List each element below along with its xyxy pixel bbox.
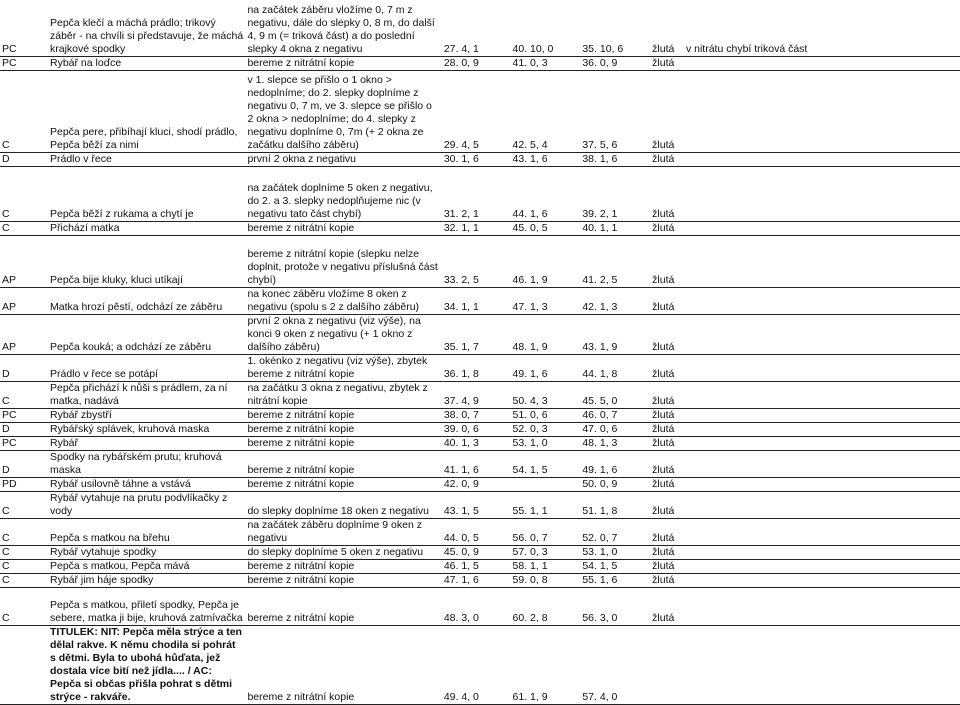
table-row bbox=[0, 287, 960, 314]
nitrate-value-cell: 37. 4, 9 bbox=[442, 381, 511, 408]
shot-description-cell: Pepča s matkou, přiletí spodky, Pepča je sebere, matka ji bije, kruhová zatmívačka bbox=[48, 587, 245, 625]
shot-description-cell: Rybář bbox=[48, 436, 245, 450]
nitrate-value-cell: 29. 4, 5 bbox=[442, 70, 511, 152]
shot-description-cell: Pepča kouká; a odchází ze záběru bbox=[48, 314, 245, 354]
table-row bbox=[0, 422, 960, 436]
restoration-note-cell: na začátek doplníme 5 oken z negativu, do 2. a 3. slepky nedoplňujeme nic (v negativu tato část chybí) bbox=[245, 166, 441, 221]
restoration-note-cell: bereme z nitrátní kopie (slepku nelze doplnit, protože v negativu příslušná část chybí) bbox=[245, 235, 441, 287]
shot-type-cell: D bbox=[0, 354, 48, 381]
nitrate-value-cell: 38. 0, 7 bbox=[442, 408, 511, 422]
shot-type-cell: C bbox=[0, 70, 48, 152]
copy-value-cell: 42. 1, 3 bbox=[580, 287, 650, 314]
shot-description-cell: Rybář usilovně táhne a vstává bbox=[48, 477, 245, 491]
nitrate-value-cell: 35. 1, 7 bbox=[442, 314, 511, 354]
table-row bbox=[0, 381, 960, 408]
shot-description-cell: TITULEK: NIT: Pepča měla strýce a ten dělal rakve. K němu chodila si pohrát s dětmi. Byla to ubohá hůďata, jež dostala více bití než jídla.... / AC: Pepča si občas přišla pohrat s dětmi strýce - rakváře. bbox=[48, 625, 245, 704]
table-row bbox=[0, 70, 960, 152]
tint-color-cell: žlutá bbox=[650, 70, 684, 152]
tint-color-cell: žlutá bbox=[650, 314, 684, 354]
restoration-note-cell: do slepky doplníme 5 oken z negativu bbox=[245, 545, 441, 559]
remark-cell bbox=[684, 559, 960, 573]
negative-value-cell: 53. 1, 0 bbox=[511, 436, 581, 450]
restoration-note-cell: bereme z nitrátní kopie bbox=[245, 408, 441, 422]
restoration-note-cell: v 1. slepce se přišlo o 1 okno > nedoplníme; do 2. slepky doplníme z negativu 0, 7 m, ve 3. slepce se přišlo o 2 okna > nedoplníme; do 4. slepky z negativu doplníme 0, 7m (+ 2 okna ze začátku dalšího záběru) bbox=[245, 70, 441, 152]
nitrate-value-cell: 33. 2, 5 bbox=[442, 235, 511, 287]
table-row bbox=[0, 221, 960, 235]
nitrate-value-cell: 48. 3, 0 bbox=[442, 587, 511, 625]
tint-color-cell: žlutá bbox=[650, 587, 684, 625]
remark-cell bbox=[684, 491, 960, 518]
negative-value-cell: 56. 0, 7 bbox=[511, 518, 581, 545]
copy-value-cell: 53. 1, 0 bbox=[580, 545, 650, 559]
negative-value-cell: 52. 0, 3 bbox=[511, 422, 581, 436]
tint-color-cell: žlutá bbox=[650, 559, 684, 573]
shot-type-cell: AP bbox=[0, 314, 48, 354]
shot-type-cell: C bbox=[0, 166, 48, 221]
tint-color-cell: žlutá bbox=[650, 477, 684, 491]
remark-cell bbox=[684, 422, 960, 436]
copy-value-cell: 49. 1, 6 bbox=[580, 450, 650, 477]
remark-cell bbox=[684, 166, 960, 221]
tint-color-cell: žlutá bbox=[650, 491, 684, 518]
remark-cell bbox=[684, 436, 960, 450]
tint-color-cell: žlutá bbox=[650, 0, 684, 56]
nitrate-value-cell: 39. 0, 6 bbox=[442, 422, 511, 436]
restoration-note-cell: první 2 okna z negativu (viz výše), na konci 9 oken z negativu (+ 1 okno z dalšího záběru) bbox=[245, 314, 441, 354]
restoration-note-cell: na konec záběru vložíme 8 oken z negativu (spolu s 2 z dalšího záběru) bbox=[245, 287, 441, 314]
shot-description-cell: Pepča klečí a máchá prádlo; trikový záběr - na chvíli si představuje, že máchá krajkové spodky bbox=[48, 0, 245, 56]
copy-value-cell: 45. 5, 0 bbox=[580, 381, 650, 408]
restoration-note-cell: na začátek záběru doplníme 9 oken z negativu bbox=[245, 518, 441, 545]
restoration-note-cell: bereme z nitrátní kopie bbox=[245, 221, 441, 235]
nitrate-value-cell: 30. 1, 6 bbox=[442, 152, 511, 166]
shot-description-cell: Matka hrozí pěstí, odchází ze záběru bbox=[48, 287, 245, 314]
tint-color-cell: žlutá bbox=[650, 221, 684, 235]
copy-value-cell: 50. 0, 9 bbox=[580, 477, 650, 491]
shot-type-cell bbox=[0, 625, 48, 704]
nitrate-value-cell: 27. 4, 1 bbox=[442, 0, 511, 56]
negative-value-cell: 44. 1, 6 bbox=[511, 166, 581, 221]
copy-value-cell: 55. 1, 6 bbox=[580, 573, 650, 587]
restoration-note-cell: bereme z nitrátní kopie bbox=[245, 422, 441, 436]
remark-cell bbox=[684, 287, 960, 314]
shot-description-cell: Rybář zbystří bbox=[48, 408, 245, 422]
table-row bbox=[0, 56, 960, 70]
negative-value-cell: 61. 1, 9 bbox=[511, 625, 581, 704]
remark-cell bbox=[684, 477, 960, 491]
remark-cell bbox=[684, 625, 960, 704]
nitrate-value-cell: 45. 0, 9 bbox=[442, 545, 511, 559]
nitrate-value-cell: 31. 2, 1 bbox=[442, 166, 511, 221]
negative-value-cell: 48. 1, 9 bbox=[511, 314, 581, 354]
copy-value-cell: 35. 10, 6 bbox=[580, 0, 650, 56]
shot-description-cell: Spodky na rybářském prutu; kruhová maska bbox=[48, 450, 245, 477]
shot-type-cell: C bbox=[0, 587, 48, 625]
remark-cell bbox=[684, 314, 960, 354]
negative-value-cell: 58. 1, 1 bbox=[511, 559, 581, 573]
remark-cell bbox=[684, 518, 960, 545]
restoration-note-cell: první 2 okna z negativu bbox=[245, 152, 441, 166]
tint-color-cell: žlutá bbox=[650, 166, 684, 221]
shot-description-cell: Přichází matka bbox=[48, 221, 245, 235]
copy-value-cell: 39. 2, 1 bbox=[580, 166, 650, 221]
shot-description-cell: Pepča s matkou, Pepča mává bbox=[48, 559, 245, 573]
tint-color-cell: žlutá bbox=[650, 287, 684, 314]
table-row bbox=[0, 477, 960, 491]
copy-value-cell: 38. 1, 6 bbox=[580, 152, 650, 166]
tint-color-cell: žlutá bbox=[650, 152, 684, 166]
tint-color-cell: žlutá bbox=[650, 518, 684, 545]
table-row bbox=[0, 354, 960, 381]
copy-value-cell: 56. 3, 0 bbox=[580, 587, 650, 625]
shot-description-cell: Rybář jim háje spodky bbox=[48, 573, 245, 587]
remark-cell bbox=[684, 545, 960, 559]
table-row bbox=[0, 436, 960, 450]
negative-value-cell: 51. 0, 6 bbox=[511, 408, 581, 422]
negative-value-cell: 45. 0, 5 bbox=[511, 221, 581, 235]
tint-color-cell: žlutá bbox=[650, 354, 684, 381]
negative-value-cell: 59. 0, 8 bbox=[511, 573, 581, 587]
copy-value-cell: 52. 0, 7 bbox=[580, 518, 650, 545]
shot-type-cell: PC bbox=[0, 436, 48, 450]
negative-value-cell: 60. 2, 8 bbox=[511, 587, 581, 625]
tint-color-cell: žlutá bbox=[650, 235, 684, 287]
remark-cell bbox=[684, 235, 960, 287]
table-row bbox=[0, 408, 960, 422]
remark-cell bbox=[684, 70, 960, 152]
copy-value-cell: 44. 1, 8 bbox=[580, 354, 650, 381]
remark-cell bbox=[684, 381, 960, 408]
restoration-note-cell: do slepky doplníme 18 oken z negativu bbox=[245, 491, 441, 518]
copy-value-cell: 47. 0, 6 bbox=[580, 422, 650, 436]
nitrate-value-cell: 46. 1, 5 bbox=[442, 559, 511, 573]
restoration-note-cell: bereme z nitrátní kopie bbox=[245, 450, 441, 477]
shot-description-cell: Pepča s matkou na břehu bbox=[48, 518, 245, 545]
restoration-note-cell: bereme z nitrátní kopie bbox=[245, 625, 441, 704]
negative-value-cell: 43. 1, 6 bbox=[511, 152, 581, 166]
nitrate-value-cell: 42. 0, 9 bbox=[442, 477, 511, 491]
table-row bbox=[0, 0, 960, 56]
shot-type-cell: PC bbox=[0, 408, 48, 422]
copy-value-cell: 46. 0, 7 bbox=[580, 408, 650, 422]
remark-cell bbox=[684, 450, 960, 477]
shot-type-cell: C bbox=[0, 221, 48, 235]
tint-color-cell: žlutá bbox=[650, 573, 684, 587]
table-row bbox=[0, 545, 960, 559]
remark-cell: v nitrátu chybí triková část bbox=[684, 0, 960, 56]
table-row bbox=[0, 518, 960, 545]
nitrate-value-cell: 49. 4, 0 bbox=[442, 625, 511, 704]
restoration-note-cell: bereme z nitrátní kopie bbox=[245, 573, 441, 587]
shot-type-cell: C bbox=[0, 559, 48, 573]
shot-description-cell: Rybář vytahuje spodky bbox=[48, 545, 245, 559]
shot-type-cell: C bbox=[0, 491, 48, 518]
remark-cell bbox=[684, 408, 960, 422]
tint-color-cell: žlutá bbox=[650, 545, 684, 559]
nitrate-value-cell: 41. 1, 6 bbox=[442, 450, 511, 477]
shot-type-cell: PC bbox=[0, 56, 48, 70]
table-row bbox=[0, 166, 960, 221]
nitrate-value-cell: 32. 1, 1 bbox=[442, 221, 511, 235]
table-row bbox=[0, 152, 960, 166]
shot-description-cell: Rybář na loďce bbox=[48, 56, 245, 70]
shot-description-cell: Pepča běží z rukama a chytí je bbox=[48, 166, 245, 221]
shot-description-cell: Rybářský splávek, kruhová maska bbox=[48, 422, 245, 436]
tint-color-cell: žlutá bbox=[650, 436, 684, 450]
shot-type-cell: PD bbox=[0, 477, 48, 491]
shot-description-cell: Pepča pere, přibíhají kluci, shodí prádlo, Pepča běží za nimi bbox=[48, 70, 245, 152]
shot-description-cell: Pepča bije kluky, kluci utíkají bbox=[48, 235, 245, 287]
shot-description-cell: Rybář vytahuje na prutu podvlíkačky z vody bbox=[48, 491, 245, 518]
negative-value-cell: 50. 4, 3 bbox=[511, 381, 581, 408]
remark-cell bbox=[684, 587, 960, 625]
shot-description-cell: Pepča přichází k nůši s prádlem, za ní matka, nadává bbox=[48, 381, 245, 408]
negative-value-cell: 57. 0, 3 bbox=[511, 545, 581, 559]
nitrate-value-cell: 44. 0, 5 bbox=[442, 518, 511, 545]
tint-color-cell bbox=[650, 625, 684, 704]
negative-value-cell: 47. 1, 3 bbox=[511, 287, 581, 314]
remark-cell bbox=[684, 56, 960, 70]
negative-value-cell: 41. 0, 3 bbox=[511, 56, 581, 70]
shot-type-cell: D bbox=[0, 422, 48, 436]
table-row bbox=[0, 587, 960, 625]
shot-type-cell: C bbox=[0, 545, 48, 559]
copy-value-cell: 40. 1, 1 bbox=[580, 221, 650, 235]
remark-cell bbox=[684, 573, 960, 587]
table-row bbox=[0, 573, 960, 587]
restoration-note-cell: bereme z nitrátní kopie bbox=[245, 559, 441, 573]
negative-value-cell: 46. 1, 9 bbox=[511, 235, 581, 287]
restoration-note-cell: bereme z nitrátní kopie bbox=[245, 436, 441, 450]
copy-value-cell: 43. 1, 9 bbox=[580, 314, 650, 354]
copy-value-cell: 36. 0, 9 bbox=[580, 56, 650, 70]
negative-value-cell: 40. 10, 0 bbox=[511, 0, 581, 56]
restoration-note-cell: na začátek záběru vložíme 0, 7 m z negativu, dále do slepky 0, 8 m, do další 4, 9 m (= triková část) a do poslední slepky 4 okna z negativu bbox=[245, 0, 441, 56]
negative-value-cell: 49. 1, 6 bbox=[511, 354, 581, 381]
table-row bbox=[0, 559, 960, 573]
nitrate-value-cell: 40. 1, 3 bbox=[442, 436, 511, 450]
copy-value-cell: 41. 2, 5 bbox=[580, 235, 650, 287]
negative-value-cell bbox=[511, 477, 581, 491]
copy-value-cell: 48. 1, 3 bbox=[580, 436, 650, 450]
copy-value-cell: 51. 1, 8 bbox=[580, 491, 650, 518]
nitrate-value-cell: 28. 0, 9 bbox=[442, 56, 511, 70]
shot-type-cell: C bbox=[0, 518, 48, 545]
table-row bbox=[0, 625, 960, 704]
negative-value-cell: 55. 1, 1 bbox=[511, 491, 581, 518]
remark-cell bbox=[684, 221, 960, 235]
copy-value-cell: 57. 4, 0 bbox=[580, 625, 650, 704]
remark-cell bbox=[684, 152, 960, 166]
nitrate-value-cell: 43. 1, 5 bbox=[442, 491, 511, 518]
table-row bbox=[0, 314, 960, 354]
tint-color-cell: žlutá bbox=[650, 408, 684, 422]
tint-color-cell: žlutá bbox=[650, 422, 684, 436]
nitrate-value-cell: 47. 1, 6 bbox=[442, 573, 511, 587]
tint-color-cell: žlutá bbox=[650, 56, 684, 70]
shot-type-cell: D bbox=[0, 152, 48, 166]
restoration-note-cell: 1. okénko z negativu (viz výše), zbytek bereme z nitrátní kopie bbox=[245, 354, 441, 381]
restoration-note-cell: bereme z nitrátní kopie bbox=[245, 477, 441, 491]
table-row bbox=[0, 235, 960, 287]
shot-type-cell: C bbox=[0, 381, 48, 408]
shot-type-cell: PC bbox=[0, 0, 48, 56]
shot-type-cell: D bbox=[0, 450, 48, 477]
copy-value-cell: 54. 1, 5 bbox=[580, 559, 650, 573]
restoration-note-cell: bereme z nitrátní kopie bbox=[245, 56, 441, 70]
nitrate-value-cell: 34. 1, 1 bbox=[442, 287, 511, 314]
negative-value-cell: 42. 5, 4 bbox=[511, 70, 581, 152]
restoration-note-cell: na začátku 3 okna z negativu, zbytek z nitrátní kopie bbox=[245, 381, 441, 408]
shot-type-cell: AP bbox=[0, 287, 48, 314]
shot-description-cell: Prádlo v řece bbox=[48, 152, 245, 166]
negative-value-cell: 54. 1, 5 bbox=[511, 450, 581, 477]
copy-value-cell: 37. 5, 6 bbox=[580, 70, 650, 152]
table-row bbox=[0, 491, 960, 518]
restoration-note-cell: bereme z nitrátní kopie bbox=[245, 587, 441, 625]
nitrate-value-cell: 36. 1, 8 bbox=[442, 354, 511, 381]
shot-type-cell: AP bbox=[0, 235, 48, 287]
tint-color-cell: žlutá bbox=[650, 381, 684, 408]
shot-description-cell: Prádlo v řece se potápí bbox=[48, 354, 245, 381]
tint-color-cell: žlutá bbox=[650, 450, 684, 477]
shot-type-cell: C bbox=[0, 573, 48, 587]
table-row bbox=[0, 450, 960, 477]
remark-cell bbox=[684, 354, 960, 381]
